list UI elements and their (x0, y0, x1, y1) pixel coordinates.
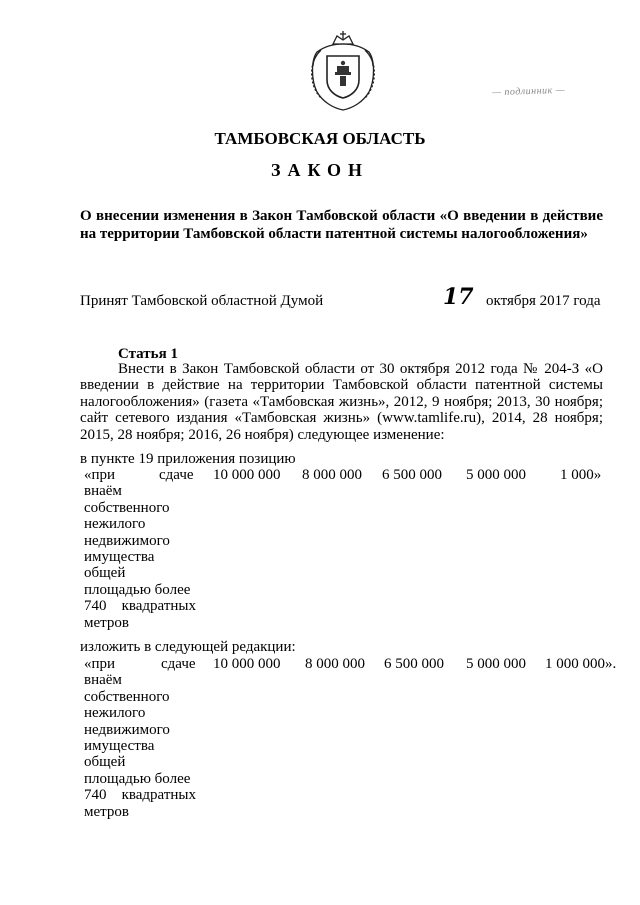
new-desc-word-2: сдаче (161, 656, 196, 672)
new-desc-line: собственного (84, 688, 170, 705)
new-value-4: 5 000 000 (466, 656, 526, 672)
region-title: ТАМБОВСКАЯ ОБЛАСТЬ (214, 129, 426, 148)
copy-stamp: — подлинник — (491, 84, 566, 99)
new-value-1: 10 000 000 (213, 656, 281, 672)
article-body: Внести в Закон Тамбовской области от 30 октября 2012 года № 204-З «О введении в действие на территории Тамбовской области патентной системы налогообложения» (газета «Тамбовская жизнь», 2012, 9 ноября; 2013, 30 ноября; сайт сетевого издания «Тамбовская жизнь» (www.tamlife.ru), 2014, 28 ноября; 2015, 28 ноября; 2016, 26 ноября) следующее изменение: (80, 361, 603, 443)
new-position-description (84, 656, 208, 820)
new-desc-area: 740 (84, 787, 107, 804)
old-desc-word-2: сдаче (159, 467, 194, 483)
old-value-5: 1 000» (560, 467, 602, 483)
old-desc-line: внаём (84, 483, 122, 500)
old-desc-line: собственного (84, 499, 170, 516)
point-line: в пункте 19 приложения позицию (80, 451, 296, 467)
article-title: Статья 1 (118, 346, 178, 362)
new-edition-line: изложить в следующей редакции: (80, 639, 296, 655)
new-value-2: 8 000 000 (305, 656, 365, 672)
old-value-3: 6 500 000 (382, 467, 442, 483)
old-value-4: 5 000 000 (466, 467, 526, 483)
new-position-row (0, 656, 640, 836)
old-desc-line: площадью более (84, 581, 191, 598)
new-desc-word-1: «при (84, 656, 116, 672)
old-desc-unit: квадратных (121, 598, 196, 615)
new-desc-line: площадью более (84, 770, 191, 787)
new-desc-line: общей (84, 754, 126, 771)
old-desc-area: 740 (84, 598, 107, 615)
new-desc-unit: квадратных (121, 787, 196, 804)
old-position-row (0, 467, 640, 642)
document-type: ЗАКОН (270, 160, 370, 180)
new-desc-line: имущества (84, 738, 155, 755)
old-value-1: 10 000 000 (213, 467, 281, 483)
new-value-3: 6 500 000 (384, 656, 444, 672)
new-desc-line: внаём (84, 672, 122, 689)
old-desc-line: недвижимого (84, 532, 170, 549)
adoption-text: Принят Тамбовской областной Думой (80, 293, 324, 309)
tambov-coat-of-arms-icon (307, 30, 379, 112)
new-desc-line: метров (84, 803, 129, 820)
old-desc-line: метров (84, 614, 129, 631)
new-desc-line: недвижимого (84, 721, 170, 738)
adoption-month-year: октября 2017 года (486, 293, 601, 309)
handwritten-day: 17 (443, 284, 474, 310)
old-value-2: 8 000 000 (302, 467, 362, 483)
old-position-description (84, 467, 208, 631)
old-desc-line: имущества (84, 549, 155, 566)
old-desc-word-1: «при (84, 467, 116, 483)
old-desc-line: общей (84, 565, 126, 582)
new-value-5: 1 000 000». (545, 656, 617, 672)
old-desc-line: нежилого (84, 516, 146, 533)
new-desc-line: нежилого (84, 705, 146, 722)
law-subject: О внесении изменения в Закон Тамбовской области «О введении в действие на территории Тамбовской области патентной системы налогообложения» (80, 208, 603, 242)
